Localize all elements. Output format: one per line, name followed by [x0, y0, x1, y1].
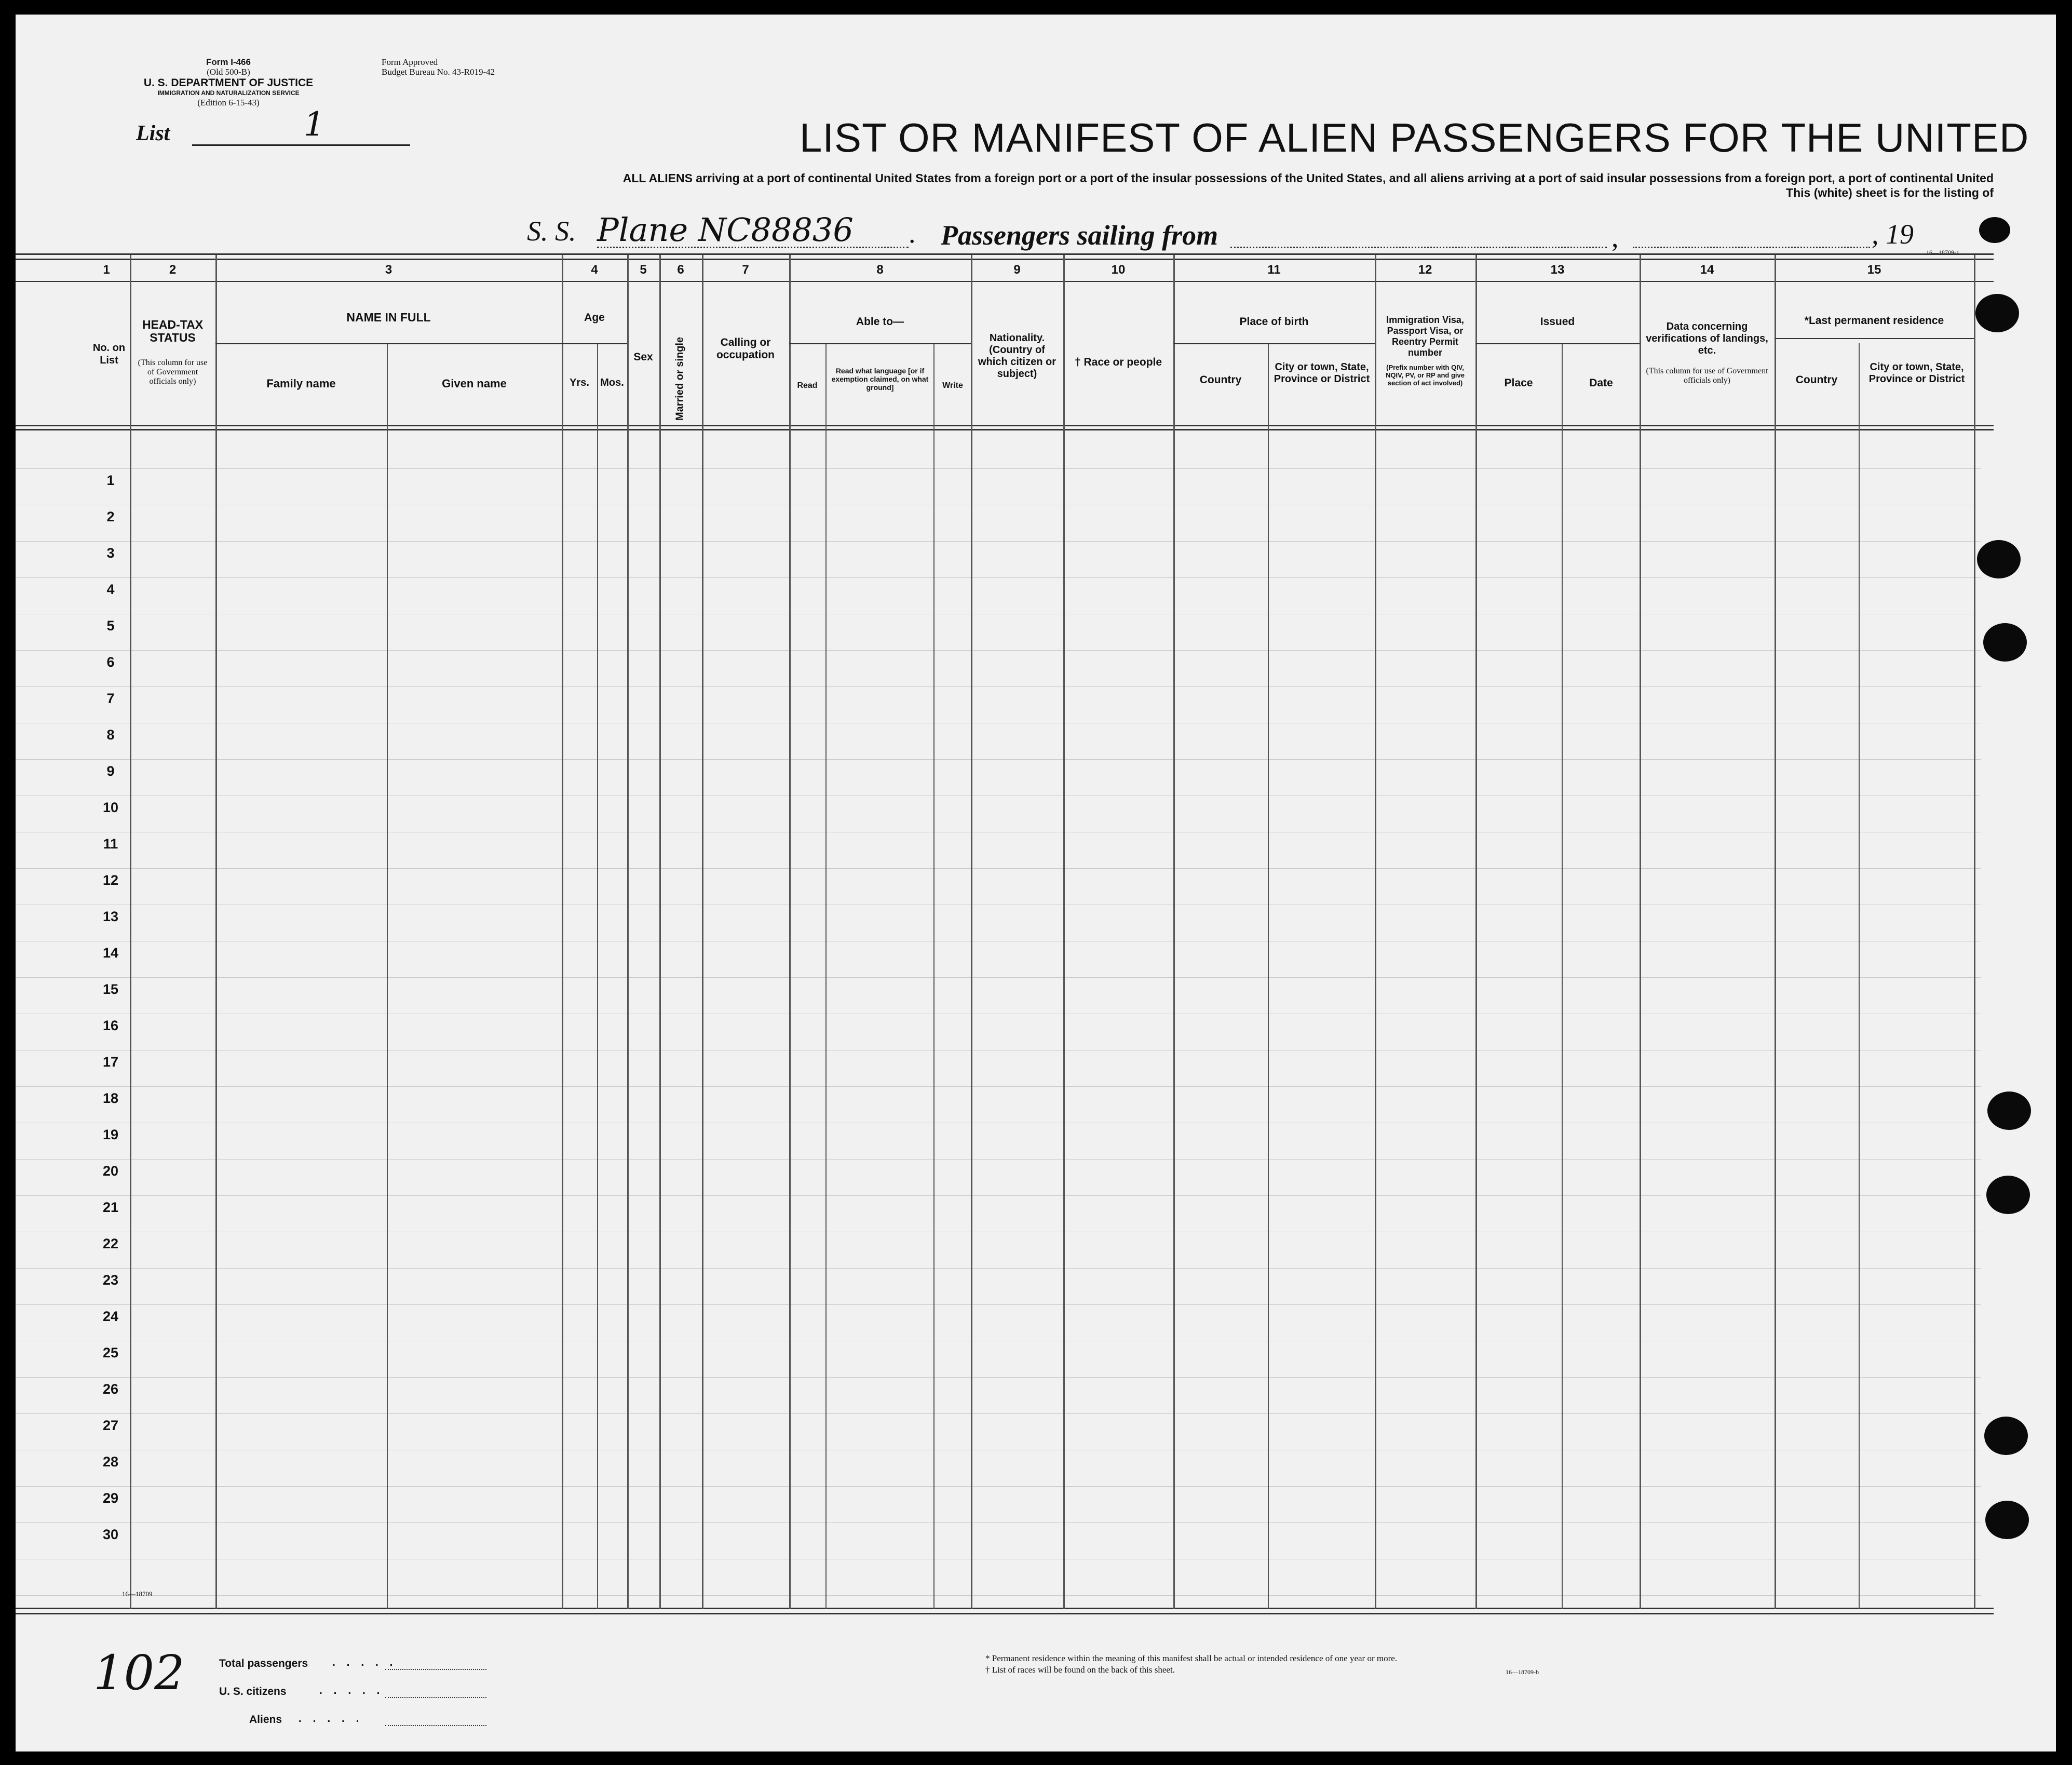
row-number: 27 [102, 1418, 119, 1433]
total-passengers-label: Total passengers [219, 1658, 308, 1669]
leader-dots: . . . . . [299, 1713, 363, 1724]
header-rule-top [16, 253, 1994, 255]
table-rule-bottom [16, 1608, 1994, 1609]
header-no-on-list: No. on List [92, 342, 126, 366]
row-number: 23 [102, 1272, 119, 1288]
header-sex: Sex [633, 351, 653, 363]
header-immigration-visa: Immigration Visa, Passport Visa, or Reentry Permit number [1386, 315, 1464, 358]
col-num-13: 13 [1550, 263, 1565, 277]
list-label: List [136, 122, 170, 145]
header-place-of-birth: Place of birth [1239, 316, 1309, 328]
row-number: 21 [102, 1200, 119, 1215]
header-landings-note: (This column for use of Government officials only) [1646, 367, 1768, 385]
row-number: 19 [102, 1127, 119, 1142]
col-num-1: 1 [103, 263, 110, 277]
form-approved: Form Approved [382, 57, 438, 67]
row-number: 5 [106, 618, 115, 634]
header-family-name: Family name [266, 377, 336, 390]
col-num-2: 2 [169, 263, 177, 277]
row-number: 18 [102, 1090, 119, 1106]
header-age: Age [584, 312, 605, 324]
manifest-sheet [16, 15, 2056, 1751]
col-num-11: 11 [1267, 263, 1281, 277]
header-head-tax: HEAD-TAX STATUS [142, 318, 204, 344]
header-head-tax-note: (This column for use of Government officials only) [138, 358, 208, 386]
header-given-name: Given name [442, 377, 507, 390]
row-number: 11 [103, 836, 118, 852]
header-read: Read [797, 381, 818, 390]
col-num-9: 9 [1013, 263, 1021, 277]
budget-bureau: Budget Bureau No. 43-R019-42 [382, 67, 495, 77]
us-citizens-label: U. S. citizens [219, 1686, 287, 1697]
header-date: Date [1589, 377, 1613, 389]
row-number: 28 [102, 1454, 119, 1470]
header-country: Country [1199, 374, 1242, 386]
sailing-label: Passengers sailing from [941, 220, 1218, 251]
aliens-field[interactable] [385, 1725, 486, 1726]
row-number: 3 [106, 545, 115, 561]
row-number: 10 [102, 800, 119, 815]
subtitle-line-2: This (white) sheet is for the listing of [1786, 186, 1994, 199]
page-title: LIST OR MANIFEST OF ALIEN PASSENGERS FOR THE UNITED [800, 115, 2029, 160]
col-num-14: 14 [1700, 263, 1714, 277]
header-mos: Mos. [600, 377, 624, 388]
row-number: 14 [102, 945, 119, 961]
col-num-15: 15 [1867, 263, 1881, 277]
row-number: 22 [102, 1236, 119, 1251]
us-citizens-field[interactable] [385, 1697, 486, 1698]
header-name-in-full: NAME IN FULL [346, 311, 431, 324]
row-number: 7 [106, 691, 115, 706]
row-number: 6 [106, 654, 115, 670]
form-number: Form I-466 [206, 57, 251, 67]
header-rule-bottom-2 [16, 429, 1994, 430]
edition: (Edition 6-15-43) [197, 98, 260, 107]
colnum-rule [16, 281, 1994, 282]
row-number: 24 [102, 1309, 119, 1324]
row-number: 12 [102, 872, 119, 888]
header-visa-note: (Prefix number with QIV, NQIV, PV, or RP and give section of act involved) [1386, 363, 1465, 387]
header-place: Place [1504, 377, 1533, 389]
row-number: 2 [106, 509, 115, 524]
row-number: 4 [106, 582, 115, 597]
row-number: 15 [102, 981, 119, 997]
ship-dot: . [909, 218, 916, 249]
sailing-date-line[interactable] [1633, 247, 1870, 248]
header-yrs: Yrs. [570, 377, 589, 388]
ship-line [597, 247, 909, 249]
header-nationality: Nationality. (Country of which citizen or subject) [978, 332, 1057, 380]
department: U. S. DEPARTMENT OF JUSTICE [143, 77, 314, 89]
leader-dots: . . . . . [319, 1685, 384, 1696]
row-number: 26 [102, 1381, 119, 1397]
row-number: 20 [102, 1163, 119, 1179]
leader-dots: . . . . . [332, 1656, 397, 1668]
year-prefix: , 19 [1872, 219, 1914, 250]
header-rule-bottom [16, 425, 1994, 426]
total-passengers-field[interactable] [385, 1669, 486, 1670]
header-able-to: Able to— [856, 316, 904, 328]
print-code-right: 16—18709-1 [1926, 249, 1959, 256]
subtitle-line-1: ALL ALIENS arriving at a port of continental United States from a foreign port or a port of the insular possessions of the United States, and all aliens arriving at a port of said insular possessions from a foreign port, a port of continental United [622, 171, 1994, 185]
ship-name[interactable]: Plane NC88836 [597, 211, 854, 249]
list-line [192, 144, 410, 146]
form-old-number: (Old 500-B) [207, 67, 250, 77]
row-number: 13 [102, 909, 119, 924]
row-number: 29 [102, 1490, 119, 1506]
header-last-residence: *Last permanent residence [1804, 315, 1944, 327]
header-write: Write [942, 381, 963, 390]
col-num-6: 6 [677, 263, 684, 277]
row-number: 25 [102, 1345, 119, 1360]
sailing-from-line[interactable] [1230, 247, 1607, 248]
row-number: 30 [102, 1527, 119, 1542]
col-num-5: 5 [640, 263, 647, 277]
table-rule-bottom-2 [16, 1613, 1994, 1614]
service: IMMIGRATION AND NATURALIZATION SERVICE [157, 89, 300, 97]
footnote-races: † List of races will be found on the back of this sheet. [985, 1665, 1175, 1675]
footnote-residence: * Permanent residence within the meaning of this manifest shall be actual or intended residence of one year or more. [985, 1653, 1398, 1663]
list-value[interactable]: 1 [304, 105, 325, 144]
header-married: Married or single [674, 336, 686, 421]
row-number: 1 [106, 473, 115, 488]
header-res-country: Country [1795, 374, 1838, 386]
col-num-8: 8 [876, 263, 884, 277]
header-landings: Data concerning verifications of landings, etc. [1646, 321, 1768, 356]
header-calling: Calling or occupation [716, 336, 775, 361]
header-city-town: City or town, State, Province or District [1274, 361, 1370, 385]
row-number: 17 [102, 1054, 119, 1070]
ship-prefix: S. S. [527, 215, 576, 247]
sailing-comma: , [1611, 222, 1619, 253]
col-num-7: 7 [742, 263, 749, 277]
handwritten-number: 102 [93, 1645, 185, 1701]
print-code-left: 16—18709 [122, 1590, 153, 1598]
col-num-3: 3 [385, 263, 392, 277]
header-read-language: Read what language [or if exemption claimed, on what ground] [831, 367, 929, 392]
header-res-city: City or town, State, Province or District [1868, 361, 1965, 385]
col-num-12: 12 [1418, 263, 1432, 277]
header-rule-top-2 [16, 259, 1994, 260]
row-number: 8 [106, 727, 115, 743]
row-number: 16 [102, 1018, 119, 1033]
print-code-footer: 16—18709-b [1506, 1668, 1539, 1676]
header-race: † Race or people [1074, 356, 1162, 368]
row-number: 9 [106, 763, 115, 779]
col-num-10: 10 [1111, 263, 1126, 277]
aliens-label: Aliens [249, 1714, 282, 1726]
col-num-4: 4 [591, 263, 598, 277]
header-issued: Issued [1540, 316, 1575, 328]
